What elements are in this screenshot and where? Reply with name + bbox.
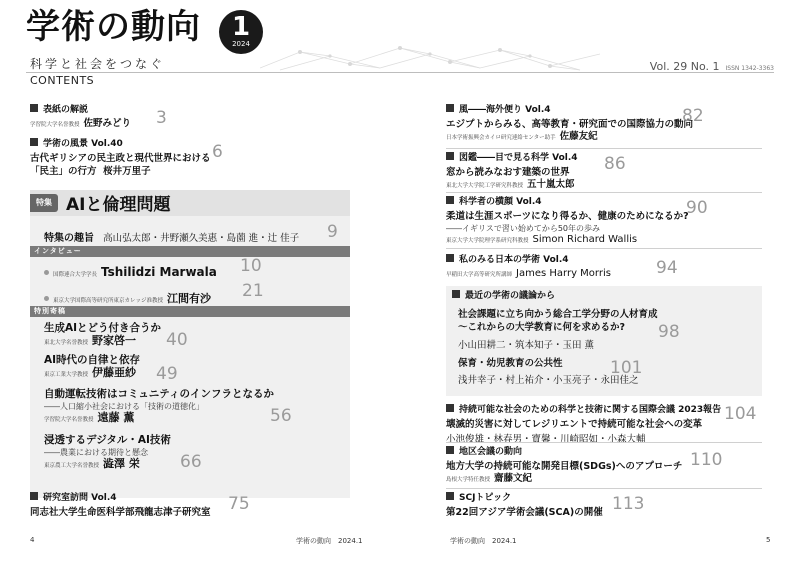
page-number: 66 bbox=[180, 452, 202, 472]
authors: 高山弘太郎・井野瀬久美惠・島薗 進・辻 佳子 bbox=[103, 233, 300, 244]
journal-title: 学術の動向 bbox=[26, 7, 201, 47]
square-bullet-icon bbox=[30, 492, 38, 500]
article-title: 社会課題に立ち向かう総合工学分野の人材育成 bbox=[458, 309, 658, 320]
affiliation: 日本学術振興会カイロ研究連絡センター助手 bbox=[446, 135, 556, 141]
author: Simon Richard Wallis bbox=[532, 234, 638, 245]
article-title-cont: ～これからの大学教育に何を求めるか? bbox=[458, 322, 626, 333]
toc-japan-academia[interactable] bbox=[446, 254, 611, 281]
authors: 浅井幸子・村上祐介・小玉亮子・永田佳之 bbox=[458, 375, 639, 386]
section-heading: SCJトピック bbox=[459, 493, 512, 503]
toc-scj-topic[interactable] bbox=[446, 492, 603, 519]
author: 伊藤亜紗 bbox=[92, 366, 137, 379]
toc-article-1[interactable] bbox=[44, 322, 161, 349]
page-number: 21 bbox=[242, 281, 264, 301]
toc-article-2[interactable] bbox=[44, 354, 140, 381]
square-bullet-icon bbox=[446, 404, 454, 412]
page-number: 10 bbox=[240, 256, 262, 276]
authors: 小山田耕二・筑本知子・玉田 薫 bbox=[458, 340, 595, 351]
authors: 小池俊雄・林春男・寶馨・川崎昭如・小森大輔 bbox=[446, 434, 646, 445]
article-subtitle: ――人口縮小社会における「技術の道徳化」 bbox=[44, 402, 204, 411]
affiliation: 国際連合大学学長 bbox=[53, 272, 98, 278]
article-title: 自動運転技術はコミュニティのインフラとなるか bbox=[44, 388, 274, 400]
section-heading: 地区会議の動向 bbox=[459, 447, 523, 457]
page-number: 56 bbox=[270, 406, 292, 426]
square-bullet-icon bbox=[446, 104, 454, 112]
page-number: 86 bbox=[604, 154, 626, 174]
page-number: 90 bbox=[686, 198, 708, 218]
affiliation: 島根大学特任教授 bbox=[446, 477, 491, 483]
volume-number: Vol. 29 No. 1 bbox=[649, 60, 720, 73]
section-heading: 私のみる日本の学術 Vol.4 bbox=[459, 255, 569, 265]
network-decoration bbox=[260, 42, 600, 72]
page-number: 110 bbox=[690, 450, 723, 470]
toc-wind[interactable] bbox=[446, 104, 693, 144]
author: 野家啓一 bbox=[92, 334, 137, 347]
affiliation: 早稲田大学高等研究所講師 bbox=[446, 272, 513, 278]
article-title-cont: 「民主」の行方 bbox=[30, 166, 97, 177]
section-heading: 最近の学術の議論から bbox=[465, 291, 556, 301]
interviewee: 江間有沙 bbox=[166, 292, 211, 305]
toc-interview-2[interactable] bbox=[44, 287, 211, 306]
interview-label: インタビュー bbox=[30, 246, 350, 257]
toc-intl-conference[interactable] bbox=[446, 404, 721, 445]
square-bullet-icon bbox=[446, 492, 454, 500]
article-subtitle: ――イギリスで習い始めてから50年の歩み bbox=[446, 224, 601, 233]
square-bullet-icon bbox=[30, 138, 38, 146]
special-contribution-label: 特別寄稿 bbox=[30, 306, 350, 317]
article-title: 壊滅的災害に対してレジリエントで持続可能な社会への変革 bbox=[446, 419, 703, 430]
page-number: 104 bbox=[724, 404, 757, 424]
page-number: 101 bbox=[610, 358, 643, 378]
article-title: 同志社大学生命医科学部飛龍志津子研究室 bbox=[30, 507, 211, 518]
article-title: 地方大学の持続可能な開発目標(SDGs)へのアプローチ bbox=[446, 461, 683, 472]
toc-interview-1[interactable] bbox=[44, 261, 217, 280]
author: 佐野みどり bbox=[83, 118, 132, 129]
issue-number: 1 bbox=[231, 12, 251, 42]
page-number: 6 bbox=[212, 142, 223, 162]
article-title: 古代ギリシアの民主政と現代世界における bbox=[30, 153, 211, 164]
feature-box bbox=[30, 190, 350, 498]
affiliation: 学習院大学名誉教授 bbox=[44, 417, 94, 423]
affiliation: 東北大学名誉教授 bbox=[44, 340, 89, 346]
article-title: 保育・幼児教育の公共性 bbox=[458, 358, 563, 369]
footer-left-page-number: 4 bbox=[30, 536, 35, 544]
toc-feature-intent[interactable] bbox=[44, 226, 299, 245]
contents-label: CONTENTS bbox=[30, 74, 95, 87]
article-title: 特集の趣旨 bbox=[44, 233, 94, 244]
section-heading: 風――海外便り Vol.4 bbox=[459, 105, 551, 115]
section-heading: 図鑑――目で見る科学 Vol.4 bbox=[459, 153, 578, 163]
page-number: 82 bbox=[682, 106, 704, 126]
author: James Harry Morris bbox=[516, 268, 611, 279]
bullet-dot-icon bbox=[44, 296, 49, 301]
toc-cover[interactable] bbox=[30, 104, 368, 131]
issue-badge bbox=[219, 10, 263, 54]
interviewee: Tshilidzi Marwala bbox=[101, 265, 217, 279]
square-bullet-icon bbox=[452, 290, 460, 298]
masthead bbox=[26, 6, 201, 48]
article-title: 第22回アジア学術会議(SCA)の開催 bbox=[446, 507, 603, 518]
square-bullet-icon bbox=[446, 196, 454, 204]
footer-right-page-number: 5 bbox=[766, 536, 771, 544]
section-heading: 表紙の解説 bbox=[43, 105, 89, 115]
article-title: 柔道は生涯スポーツになり得るか、健康のためになるか? bbox=[446, 211, 689, 222]
page-number: 9 bbox=[327, 222, 338, 242]
author: 遠藤 薫 bbox=[97, 411, 135, 424]
toc-gakujutsu-fukei[interactable] bbox=[30, 138, 211, 178]
article-title: エジプトからみる、高等教育・研究面での国際協力の動向 bbox=[446, 119, 694, 130]
page-number: 3 bbox=[156, 108, 167, 128]
page-number: 98 bbox=[658, 322, 680, 342]
page-number: 94 bbox=[656, 258, 678, 278]
affiliation: 東京工業大学教授 bbox=[44, 372, 89, 378]
section-heading: 研究室訪問 Vol.4 bbox=[43, 493, 117, 503]
article-title: 生成AIとどう付き合うか bbox=[44, 322, 162, 334]
page-number: 49 bbox=[156, 364, 178, 384]
toc-zukan[interactable] bbox=[446, 152, 578, 192]
section-heading: 持続可能な社会のための科学と技術に関する国際会議 2023報告 bbox=[459, 405, 722, 415]
article-title: 浸透するデジタル・AI技術 bbox=[44, 434, 171, 446]
article-title: AI時代の自律と依存 bbox=[44, 354, 141, 366]
issn: ISSN 1342-3363 bbox=[725, 65, 774, 72]
toc-lab-visit[interactable] bbox=[30, 492, 211, 519]
square-bullet-icon bbox=[446, 254, 454, 262]
author: 佐藤友紀 bbox=[559, 131, 598, 142]
square-bullet-icon bbox=[30, 104, 38, 112]
feature-title: AIと倫理問題 bbox=[66, 195, 171, 215]
article-subtitle: ――農業における期待と懸念 bbox=[44, 448, 148, 457]
author: 齋藤文紀 bbox=[494, 473, 533, 484]
contents-bar bbox=[26, 72, 774, 88]
page-number: 40 bbox=[166, 330, 188, 350]
page-number: 113 bbox=[612, 494, 645, 514]
toc-regional-council[interactable] bbox=[446, 446, 682, 486]
toc-scientist-profile[interactable] bbox=[446, 196, 689, 247]
footer-left-running-title: 学術の動向 2024.1 bbox=[296, 537, 363, 545]
square-bullet-icon bbox=[446, 152, 454, 160]
page-number: 75 bbox=[228, 494, 250, 514]
square-bullet-icon bbox=[446, 446, 454, 454]
affiliation: 東北大学大学院工学研究科教授 bbox=[446, 183, 524, 189]
author: 澁澤 栄 bbox=[103, 457, 140, 470]
bullet-dot-icon bbox=[44, 270, 49, 275]
affiliation: 東京大学国際高等研究所東京カレッジ准教授 bbox=[53, 298, 163, 304]
affiliation: 東京大学大学院理学系研究科教授 bbox=[446, 238, 529, 244]
article-title: 窓から読みなおす建築の世界 bbox=[446, 167, 570, 178]
section-heading: 科学者の横顔 Vol.4 bbox=[459, 197, 542, 207]
footer-right-running-title: 学術の動向 2024.1 bbox=[450, 537, 517, 545]
affiliation: 東京農工大学名誉教授 bbox=[44, 463, 100, 469]
feature-tab: 特集 bbox=[30, 194, 58, 212]
author: 五十嵐太郎 bbox=[527, 179, 575, 190]
affiliation: 学習院大学名誉教授 bbox=[30, 122, 80, 128]
section-heading: 学術の風景 Vol.40 bbox=[43, 139, 123, 149]
toc-article-4[interactable] bbox=[44, 434, 171, 472]
issue-year: 2024 bbox=[232, 40, 250, 48]
author: 桜井万里子 bbox=[103, 166, 151, 177]
journal-subtitle: 科学と社会をつなぐ bbox=[30, 57, 166, 71]
toc-article-3[interactable] bbox=[44, 388, 274, 426]
